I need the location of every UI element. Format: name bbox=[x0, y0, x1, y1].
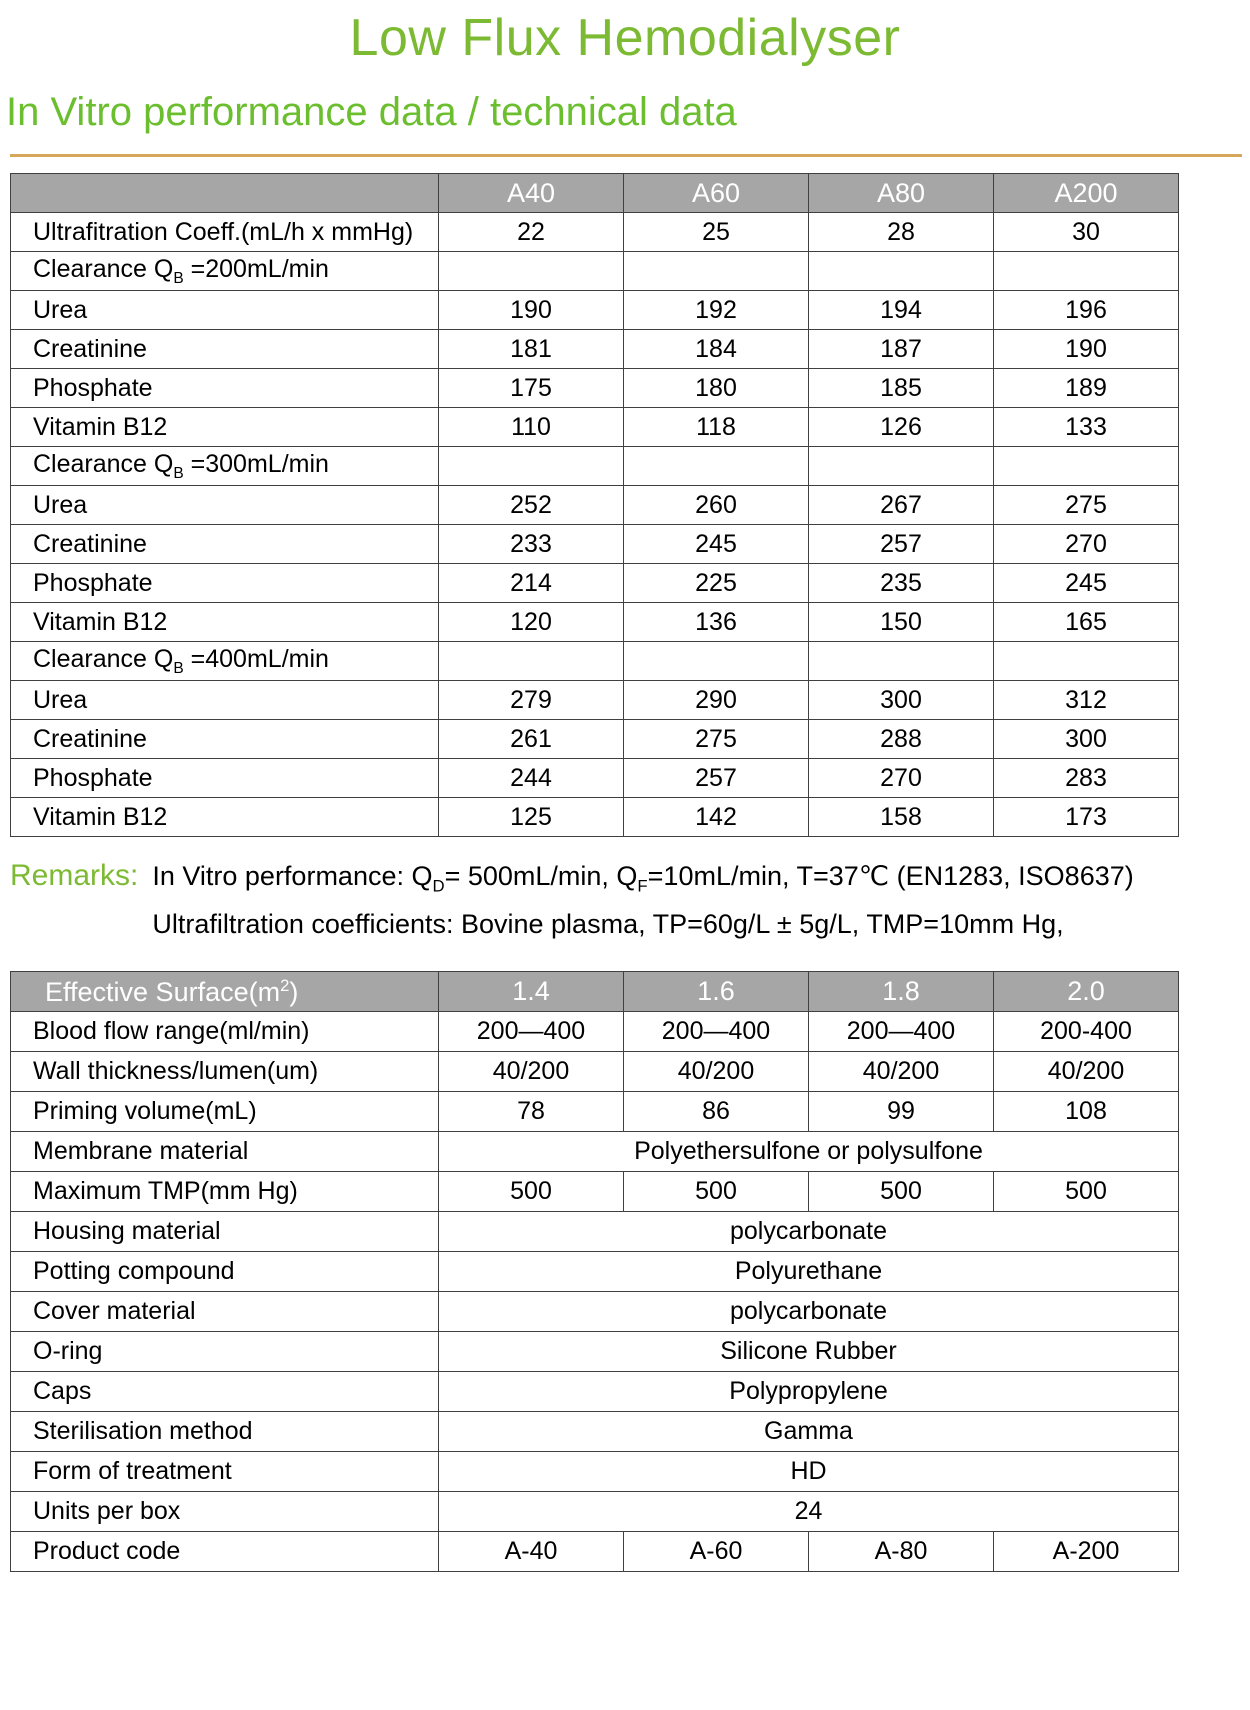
row-value-cell: 40/200 bbox=[439, 1052, 624, 1092]
row-value-cell bbox=[994, 252, 1179, 291]
remarks-line1-sub-d: D bbox=[432, 876, 445, 896]
row-value-cell: 300 bbox=[809, 681, 994, 720]
row-label: Sterilisation method bbox=[11, 1412, 439, 1452]
row-label: Creatinine bbox=[11, 525, 439, 564]
row-value-cell: 40/200 bbox=[809, 1052, 994, 1092]
page-title: Low Flux Hemodialyser bbox=[349, 9, 901, 67]
row-merged-value-cell: HD bbox=[439, 1452, 1179, 1492]
row-value-cell bbox=[809, 252, 994, 291]
row-value-cell: 283 bbox=[994, 759, 1179, 798]
row-label: Creatinine bbox=[11, 330, 439, 369]
table-row bbox=[11, 369, 1179, 408]
row-value-cell: 288 bbox=[809, 720, 994, 759]
row-value-cell: 108 bbox=[994, 1092, 1179, 1132]
table-row bbox=[11, 213, 1179, 252]
row-value-cell: 126 bbox=[809, 408, 994, 447]
table-row bbox=[11, 291, 1179, 330]
row-value-cell: 290 bbox=[624, 681, 809, 720]
in-vitro-performance-table bbox=[10, 173, 1179, 837]
row-value-cell bbox=[624, 447, 809, 486]
performance-header-row bbox=[11, 174, 1179, 213]
table-row bbox=[11, 486, 1179, 525]
row-merged-value-cell: polycarbonate bbox=[439, 1212, 1179, 1252]
remarks-line-2: Ultrafiltration coefficients: Bovine plasma, TP=60g/L ± 5g/L, TMP=10mm Hg, bbox=[152, 909, 1064, 940]
row-value-cell: 312 bbox=[994, 681, 1179, 720]
row-value-cell: 200—400 bbox=[439, 1012, 624, 1052]
row-value-cell: 257 bbox=[624, 759, 809, 798]
row-label: Phosphate bbox=[11, 369, 439, 408]
row-label bbox=[11, 642, 439, 681]
effective-surface-header bbox=[11, 972, 439, 1012]
table-row bbox=[11, 681, 1179, 720]
row-value-cell: 175 bbox=[439, 369, 624, 408]
row-value-cell: 173 bbox=[994, 798, 1179, 837]
row-label: Housing material bbox=[11, 1212, 439, 1252]
technical-column-header-2-0: 2.0 bbox=[994, 972, 1179, 1012]
row-label: Membrane material bbox=[11, 1132, 439, 1172]
table-row bbox=[11, 252, 1179, 291]
row-value-cell: 279 bbox=[439, 681, 624, 720]
row-label-text: Clearance Q bbox=[33, 644, 174, 673]
row-value-cell: 40/200 bbox=[994, 1052, 1179, 1092]
performance-header-label-cell bbox=[11, 174, 439, 213]
row-label-suffix: =200mL/min bbox=[183, 254, 329, 283]
row-value-cell: 270 bbox=[809, 759, 994, 798]
row-merged-value-cell: Silicone Rubber bbox=[439, 1332, 1179, 1372]
row-merged-value-cell: 24 bbox=[439, 1492, 1179, 1532]
effective-surface-superscript: 2 bbox=[280, 975, 290, 995]
row-label-suffix: =400mL/min bbox=[183, 644, 329, 673]
row-value-cell: 196 bbox=[994, 291, 1179, 330]
row-value-cell: 25 bbox=[624, 213, 809, 252]
row-value-cell bbox=[624, 252, 809, 291]
row-value-cell: 190 bbox=[994, 330, 1179, 369]
row-value-cell: 142 bbox=[624, 798, 809, 837]
row-value-cell bbox=[809, 642, 994, 681]
row-label: Ultrafitration Coeff.(mL/h x mmHg) bbox=[11, 213, 439, 252]
table-row bbox=[11, 525, 1179, 564]
row-value-cell: 136 bbox=[624, 603, 809, 642]
row-value-cell: 275 bbox=[994, 486, 1179, 525]
row-label: Urea bbox=[11, 681, 439, 720]
remarks-line1-sub-f: F bbox=[637, 876, 648, 896]
remarks-label: Remarks: bbox=[10, 859, 139, 892]
table-row bbox=[11, 798, 1179, 837]
row-value-cell: 225 bbox=[624, 564, 809, 603]
effective-surface-suffix: ) bbox=[289, 976, 299, 1007]
row-value-cell: 214 bbox=[439, 564, 624, 603]
row-value-cell: 78 bbox=[439, 1092, 624, 1132]
row-label: Caps bbox=[11, 1372, 439, 1412]
row-label-subscript: B bbox=[173, 269, 184, 287]
remarks-section bbox=[10, 857, 1250, 943]
performance-table-body bbox=[11, 174, 1179, 837]
row-label: Cover material bbox=[11, 1292, 439, 1332]
row-value-cell: 184 bbox=[624, 330, 809, 369]
row-value-cell: 22 bbox=[439, 213, 624, 252]
row-value-cell: 86 bbox=[624, 1092, 809, 1132]
row-merged-value-cell: Gamma bbox=[439, 1412, 1179, 1452]
row-value-cell: 187 bbox=[809, 330, 994, 369]
row-value-cell: 180 bbox=[624, 369, 809, 408]
row-label: Blood flow range(ml/min) bbox=[11, 1012, 439, 1052]
row-value-cell: A-80 bbox=[809, 1532, 994, 1572]
table-row bbox=[11, 1292, 1179, 1332]
row-value-cell: 261 bbox=[439, 720, 624, 759]
row-value-cell: A-60 bbox=[624, 1532, 809, 1572]
table-row bbox=[11, 1012, 1179, 1052]
row-label bbox=[11, 447, 439, 486]
table-row bbox=[11, 1452, 1179, 1492]
table-row bbox=[11, 642, 1179, 681]
row-value-cell: 500 bbox=[624, 1172, 809, 1212]
row-value-cell: 30 bbox=[994, 213, 1179, 252]
row-value-cell: 40/200 bbox=[624, 1052, 809, 1092]
row-value-cell: 194 bbox=[809, 291, 994, 330]
row-value-cell: 185 bbox=[809, 369, 994, 408]
row-value-cell: 257 bbox=[809, 525, 994, 564]
row-value-cell: 200—400 bbox=[624, 1012, 809, 1052]
row-label: Vitamin B12 bbox=[11, 603, 439, 642]
row-label: Product code bbox=[11, 1532, 439, 1572]
performance-column-header-a40: A40 bbox=[439, 174, 624, 213]
row-value-cell: 252 bbox=[439, 486, 624, 525]
row-value-cell: 133 bbox=[994, 408, 1179, 447]
row-label bbox=[11, 252, 439, 291]
table-row bbox=[11, 603, 1179, 642]
row-value-cell: 267 bbox=[809, 486, 994, 525]
table-row bbox=[11, 1172, 1179, 1212]
row-label: Potting compound bbox=[11, 1252, 439, 1292]
row-value-cell: 200-400 bbox=[994, 1012, 1179, 1052]
row-value-cell: 158 bbox=[809, 798, 994, 837]
row-value-cell: 275 bbox=[624, 720, 809, 759]
table-row bbox=[11, 1212, 1179, 1252]
table-row bbox=[11, 1412, 1179, 1452]
row-label: Phosphate bbox=[11, 759, 439, 798]
table-row bbox=[11, 1532, 1179, 1572]
row-value-cell: 189 bbox=[994, 369, 1179, 408]
row-value-cell: 244 bbox=[439, 759, 624, 798]
row-value-cell bbox=[809, 447, 994, 486]
table-row bbox=[11, 1252, 1179, 1292]
remarks-line1-part-b: = 500mL/min, Q bbox=[444, 861, 638, 891]
row-merged-value-cell: polycarbonate bbox=[439, 1292, 1179, 1332]
row-label-text: Clearance Q bbox=[33, 449, 174, 478]
performance-column-header-a200: A200 bbox=[994, 174, 1179, 213]
header-divider bbox=[10, 154, 1242, 157]
row-value-cell bbox=[439, 252, 624, 291]
technical-column-header-1-8: 1.8 bbox=[809, 972, 994, 1012]
table-row bbox=[11, 408, 1179, 447]
row-value-cell: 125 bbox=[439, 798, 624, 837]
row-value-cell: 260 bbox=[624, 486, 809, 525]
row-value-cell: 150 bbox=[809, 603, 994, 642]
row-value-cell: 118 bbox=[624, 408, 809, 447]
table-row bbox=[11, 1092, 1179, 1132]
row-label: Priming volume(mL) bbox=[11, 1092, 439, 1132]
row-merged-value-cell: Polyurethane bbox=[439, 1252, 1179, 1292]
row-value-cell: 233 bbox=[439, 525, 624, 564]
row-value-cell: 28 bbox=[809, 213, 994, 252]
table-row bbox=[11, 447, 1179, 486]
row-value-cell bbox=[624, 642, 809, 681]
performance-column-header-a80: A80 bbox=[809, 174, 994, 213]
row-value-cell bbox=[439, 447, 624, 486]
table-row bbox=[11, 1132, 1179, 1172]
row-value-cell: 99 bbox=[809, 1092, 994, 1132]
row-label: Creatinine bbox=[11, 720, 439, 759]
row-label-subscript: B bbox=[173, 464, 184, 482]
row-merged-value-cell: Polyethersulfone or polysulfone bbox=[439, 1132, 1179, 1172]
table-row bbox=[11, 1372, 1179, 1412]
technical-header-row bbox=[11, 972, 1179, 1012]
row-value-cell: A-40 bbox=[439, 1532, 624, 1572]
table-row bbox=[11, 759, 1179, 798]
row-value-cell: 500 bbox=[994, 1172, 1179, 1212]
table-row bbox=[11, 1052, 1179, 1092]
row-value-cell: 181 bbox=[439, 330, 624, 369]
technical-data-table bbox=[10, 971, 1179, 1572]
row-value-cell: 192 bbox=[624, 291, 809, 330]
table-row bbox=[11, 720, 1179, 759]
row-value-cell: 110 bbox=[439, 408, 624, 447]
row-label: Units per box bbox=[11, 1492, 439, 1532]
row-value-cell: 200—400 bbox=[809, 1012, 994, 1052]
row-label-text: Clearance Q bbox=[33, 254, 174, 283]
row-label: Form of treatment bbox=[11, 1452, 439, 1492]
row-label: Urea bbox=[11, 486, 439, 525]
remarks-line1-part-a: In Vitro performance: Q bbox=[152, 861, 433, 891]
row-value-cell: 120 bbox=[439, 603, 624, 642]
row-value-cell: 190 bbox=[439, 291, 624, 330]
row-value-cell bbox=[439, 642, 624, 681]
row-label: Phosphate bbox=[11, 564, 439, 603]
row-value-cell: 300 bbox=[994, 720, 1179, 759]
performance-column-header-a60: A60 bbox=[624, 174, 809, 213]
row-merged-value-cell: Polypropylene bbox=[439, 1372, 1179, 1412]
row-label: Urea bbox=[11, 291, 439, 330]
row-label: Vitamin B12 bbox=[11, 408, 439, 447]
row-value-cell bbox=[994, 447, 1179, 486]
effective-surface-text: Effective Surface(m bbox=[45, 976, 281, 1007]
row-value-cell: 165 bbox=[994, 603, 1179, 642]
remarks-text bbox=[152, 857, 1133, 943]
remarks-line1-part-c: =10mL/min, T=37℃ (EN1283, ISO8637) bbox=[647, 861, 1134, 891]
table-row bbox=[11, 330, 1179, 369]
row-label-suffix: =300mL/min bbox=[183, 449, 329, 478]
row-value-cell: 235 bbox=[809, 564, 994, 603]
table-row bbox=[11, 1492, 1179, 1532]
row-label: Vitamin B12 bbox=[11, 798, 439, 837]
table-row bbox=[11, 564, 1179, 603]
row-label: Wall thickness/lumen(um) bbox=[11, 1052, 439, 1092]
remarks-line-1 bbox=[152, 857, 1133, 905]
row-value-cell: 270 bbox=[994, 525, 1179, 564]
technical-table-body bbox=[11, 972, 1179, 1572]
row-label: Maximum TMP(mm Hg) bbox=[11, 1172, 439, 1212]
technical-column-header-1-6: 1.6 bbox=[624, 972, 809, 1012]
row-label: O-ring bbox=[11, 1332, 439, 1372]
page-subtitle: In Vitro performance data / technical data bbox=[6, 90, 737, 134]
row-value-cell: 500 bbox=[809, 1172, 994, 1212]
row-value-cell bbox=[994, 642, 1179, 681]
row-value-cell: 245 bbox=[624, 525, 809, 564]
table-row bbox=[11, 1332, 1179, 1372]
technical-column-header-1-4: 1.4 bbox=[439, 972, 624, 1012]
row-value-cell: A-200 bbox=[994, 1532, 1179, 1572]
row-label-subscript: B bbox=[173, 659, 184, 677]
row-value-cell: 245 bbox=[994, 564, 1179, 603]
row-value-cell: 500 bbox=[439, 1172, 624, 1212]
